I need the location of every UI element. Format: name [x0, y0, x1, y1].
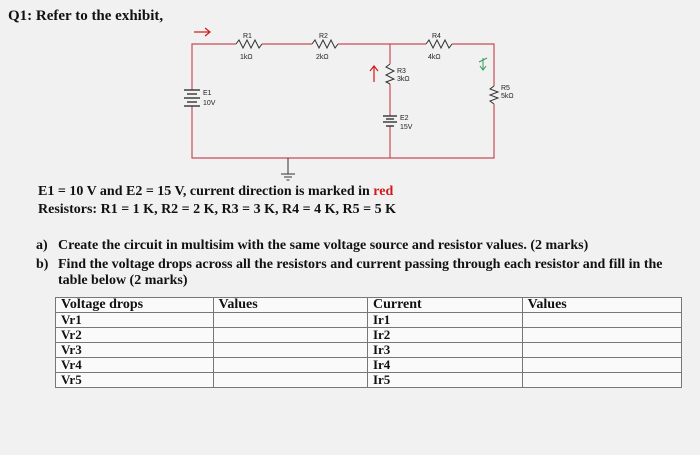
r1-symbol	[236, 40, 262, 48]
r4-value: 4kΩ	[428, 54, 441, 61]
results-table	[55, 297, 682, 388]
voltage-symbol: Vr2	[56, 328, 214, 343]
table-row	[56, 358, 682, 373]
current-value-cell[interactable]	[522, 313, 681, 328]
r3-value: 3kΩ	[397, 76, 410, 83]
current-symbol: Ir1	[367, 313, 522, 328]
r4-name: R4	[432, 33, 441, 40]
question-title: Q1: Refer to the exhibit,	[8, 8, 164, 24]
header-voltage-values: Values	[213, 298, 367, 313]
given-red-word: red	[373, 184, 394, 199]
voltage-symbol: Vr4	[56, 358, 214, 373]
r1-name: R1	[243, 33, 252, 40]
r3-name: R3	[397, 68, 406, 75]
e2-name: E2	[400, 115, 409, 122]
voltage-value-cell[interactable]	[213, 328, 367, 343]
current-value-cell[interactable]	[522, 373, 681, 388]
current-arrow-middle	[370, 66, 378, 82]
voltage-symbol: Vr5	[56, 373, 214, 388]
r1-value: 1kΩ	[240, 54, 253, 61]
header-voltage-drops: Voltage drops	[56, 298, 214, 313]
given-values	[38, 183, 396, 219]
e1-battery	[184, 90, 200, 106]
table-row	[56, 313, 682, 328]
circuit-wires	[192, 44, 494, 158]
task-a-text: Create the circuit in multisim with the same voltage source and resistor values. (2 marks)	[58, 238, 589, 253]
table-row	[56, 343, 682, 358]
r2-symbol	[312, 40, 338, 48]
ground-symbol	[281, 158, 295, 180]
table-row	[56, 328, 682, 343]
r2-value: 2kΩ	[316, 54, 329, 61]
r5-name: R5	[501, 85, 510, 92]
current-symbol: Ir5	[367, 373, 522, 388]
header-current: Current	[367, 298, 522, 313]
current-symbol: Ir3	[367, 343, 522, 358]
table-header-row	[56, 298, 682, 313]
table-row	[56, 373, 682, 388]
given-sources-line	[38, 183, 396, 201]
given-resistors-line: Resistors: R1 = 1 K, R2 = 2 K, R3 = 3 K, R4 = 4 K, R5 = 5 K	[38, 202, 396, 217]
given-sources-text: E1 = 10 V and E2 = 15 V, current direction is marked in	[38, 184, 374, 199]
task-b	[36, 257, 676, 289]
current-arrow-left	[194, 28, 210, 36]
current-arrow-right	[479, 58, 487, 70]
r5-symbol	[490, 86, 498, 104]
current-value-cell[interactable]	[522, 328, 681, 343]
r4-symbol	[426, 40, 452, 48]
e1-name: E1	[203, 90, 212, 97]
current-value-cell[interactable]	[522, 343, 681, 358]
voltage-value-cell[interactable]	[213, 358, 367, 373]
current-symbol: Ir4	[367, 358, 522, 373]
task-b-text: Find the voltage drops across all the resistors and current passing through each resistor and fill in the table below (2 marks)	[58, 257, 663, 288]
task-a	[36, 238, 676, 254]
r5-value: 5kΩ	[501, 93, 514, 100]
circuit-diagram	[170, 22, 514, 187]
header-current-values: Values	[522, 298, 681, 313]
current-symbol: Ir2	[367, 328, 522, 343]
voltage-symbol: Vr1	[56, 313, 214, 328]
r2-name: R2	[319, 33, 328, 40]
current-value-cell[interactable]	[522, 358, 681, 373]
task-list	[36, 238, 676, 289]
voltage-value-cell[interactable]	[213, 343, 367, 358]
voltage-value-cell[interactable]	[213, 373, 367, 388]
voltage-symbol: Vr3	[56, 343, 214, 358]
r3-symbol	[386, 64, 394, 84]
task-b-label: b)	[36, 257, 49, 272]
voltage-value-cell[interactable]	[213, 313, 367, 328]
e2-value: 15V	[400, 124, 413, 131]
e2-battery	[383, 116, 397, 126]
task-a-label: a)	[36, 238, 48, 253]
e1-value: 10V	[203, 100, 216, 107]
